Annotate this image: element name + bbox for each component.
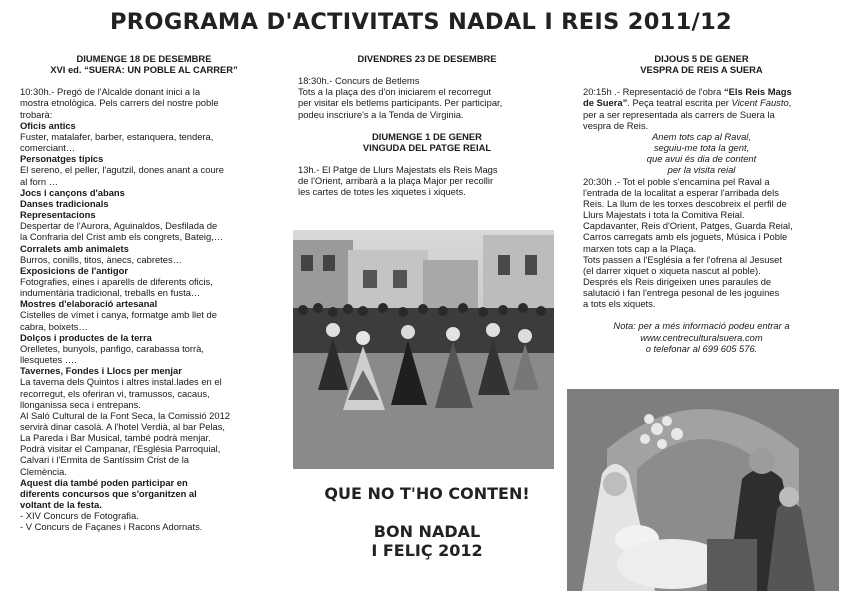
text-line: cabra, boixets… <box>20 320 88 332</box>
photo-nativity-scene <box>567 389 839 591</box>
note-line: www.centreculturalsuera.com <box>640 331 763 343</box>
text-line: podeu inscriure's a la Tenda de Virginia. <box>298 108 464 120</box>
text-line: La taverna dels Quintos i altres instal.lades en el <box>20 376 222 388</box>
slogan: QUE NO T'HO CONTEN! <box>324 484 530 503</box>
greeting-line-2: I FELIÇ 2012 <box>371 541 483 560</box>
text-line: comerciant… <box>20 142 76 154</box>
column-january-5 <box>583 53 820 354</box>
text-line: per a ser representada als carrers de Suera la <box>583 108 775 120</box>
verse-line: seguiu-me tota la gent, <box>653 142 750 154</box>
verse <box>583 131 820 176</box>
text-line: 10:30h.- Pregó de l'Alcalde donant inici a la <box>20 86 201 98</box>
text-line: Representacions <box>20 209 96 221</box>
heading-patge-reial: VINGUDA DEL PATGE REIAL <box>362 141 492 153</box>
text-line: indumentària tradicional, treballs en fusta… <box>20 287 201 299</box>
text-line: Mostres d'elaboració artesanal <box>20 298 158 310</box>
text-line: Fuster, matalafer, barber, estanquera, tendera, <box>20 130 214 142</box>
text-line: voltant de la festa. <box>20 499 102 511</box>
text-line: trobarà: <box>20 108 53 120</box>
photo-dancers-street <box>293 230 554 469</box>
nativity-photo-image <box>567 389 839 591</box>
text-line: Burros, conills, titos, ànecs, cabretes… <box>20 253 183 265</box>
column-middle <box>298 53 556 198</box>
play-title-part1: “Els Reis Mags <box>723 86 792 98</box>
text-line: salutació i fan l'entrega pesonal de les joguines <box>583 287 780 299</box>
text-line: vespra de Reis. <box>583 119 649 131</box>
text-line: Al Saló Cultural de la Font Seca, la Comissió 2012 <box>20 409 231 421</box>
representacio-line-2 <box>583 97 820 108</box>
text-line: la Confraria del Crist amb els congrets, Bateig,… <box>20 231 224 243</box>
text-line: Personatges típics <box>20 153 104 165</box>
text-line: 18:30h.- Concurs de Betlems <box>298 75 420 87</box>
text-line: Oficis antics <box>20 119 76 131</box>
text-line: (el darrer xiquet o xiqueta nascut al poble). <box>583 264 761 276</box>
note-line: o telefonar al 699 605 576. <box>645 342 758 354</box>
page-title: PROGRAMA D'ACTIVITATS NADAL I REIS 2011/12 <box>109 9 732 35</box>
text-line: a tots els xiquets. <box>583 298 656 310</box>
patge-paragraph <box>298 164 556 197</box>
verse-line: Anem tots cap al Raval, <box>651 130 751 142</box>
text-line: Clemència. <box>20 465 67 477</box>
text-line: 13h.- El Patge de Llurs Majestats els Reis Mags <box>298 164 498 176</box>
text-line: Capdavanter, Reis d'Orient, Patges, Guarda Reial, <box>583 220 793 232</box>
author-name: Vicent Fausto <box>731 97 789 109</box>
note-line: Nota: per a més informació podeu entrar a <box>613 320 790 332</box>
text-line: Tots a la plaça des d'on iniciarem el recorregut <box>298 86 492 98</box>
text-line: Reis. La llum de les torxes descobreix el perfil de <box>583 197 787 209</box>
text-line: de l'Orient, arribarà a la plaça Major per recollir <box>298 175 494 187</box>
text-line: Orelletes, bunyols, panfigo, carabassa torrà, <box>20 342 204 354</box>
text-line: diferents concursos que s'organitzen al <box>20 487 197 499</box>
text-line: Jocs i cançons d'abans <box>20 186 125 198</box>
author-comma: , <box>788 97 792 109</box>
text-line: Danses tradicionals <box>20 197 109 209</box>
text-line: La Pareda i Bar Musical, també podrà menjar. <box>20 432 211 444</box>
text-line: l'entrada de la localitat a esperar l'arribada dels <box>583 186 779 198</box>
play-text: . Peça teatral escrita per <box>627 97 732 109</box>
text-line: Despertar de l'Aurora, Aguinaldos, Desfilada de <box>20 220 218 232</box>
text-line: per visitar els betlems participants. Per participar, <box>298 97 503 109</box>
text-line: Carros carregats amb els joguets, Música i Poble <box>583 231 788 243</box>
text-line: Corralets amb animalets <box>20 242 129 254</box>
greeting-line-1: BON NADAL <box>373 522 481 541</box>
text-line: Llurs Majestats i tota la Comitiva Reial. <box>583 209 745 221</box>
heading-event: XVI ed. “SUERA: UN POBLE AL CARRER” <box>50 64 238 76</box>
betlems-paragraph <box>298 75 556 120</box>
text-line: al forn … <box>20 175 59 187</box>
heading-date: DIUMENGE 18 DE DESEMBRE <box>76 53 212 64</box>
text-line: Tavernes, Fondes i Llocs per menjar <box>20 365 182 377</box>
comitiva-paragraph <box>583 176 820 310</box>
text-line: marxen tots cap a la Plaça. <box>583 242 697 254</box>
text-line: 20:30h .- Tot el poble s'encamina pel Raval a <box>583 175 770 187</box>
text-line: Podrà visitar el Campanar, l'Església Parroquial, <box>20 443 221 455</box>
play-title-part2: de Suera” <box>583 97 628 109</box>
text-line: Exposicions de l'antigor <box>20 264 128 276</box>
text-line: El sereno, el peller, l'agutzil, dones anant a coure <box>20 164 225 176</box>
text-line: llesquetes …. <box>20 354 77 366</box>
text-line: Aquest dia també poden participar en <box>20 476 188 488</box>
heading-january-1: DIUMENGE 1 DE GENER <box>372 130 482 142</box>
text-line: recorregut, els oferiran vi, tramussos, cacaus, <box>20 387 210 399</box>
text-line: Dolços i productes de la terra <box>20 331 152 343</box>
activities-list <box>20 86 268 532</box>
text-line: - XIV Concurs de Fotografia. <box>20 510 139 522</box>
text-line: Calvari i l'Ermita de Santíssim Crist de la <box>20 454 190 466</box>
heading-december-23: DIVENDRES 23 DE DESEMBRE <box>357 53 497 64</box>
heading-vespra-reis: VESPRA DE REIS A SUERA <box>640 64 763 76</box>
info-note <box>583 320 820 353</box>
text-line: les cartes de totes les xiquetes i xiquets. <box>298 186 466 198</box>
dancers-photo-image <box>293 230 554 469</box>
representacio-text: 20:15h .- Representació de l'obra <box>583 86 724 98</box>
text-line: Fotografies, eines i aparells de diferents oficis, <box>20 275 213 287</box>
text-line: - V Concurs de Façanes i Racons Adornats. <box>20 521 203 533</box>
verse-line: per la visita reial <box>667 164 736 176</box>
text-line: mostra etnològica. Pels carrers del nostre poble <box>20 97 219 109</box>
column-december-18 <box>20 53 268 533</box>
representacio-line <box>583 86 820 97</box>
text-line: Tots passen a l'Església a fer l'ofrena al Jesuset <box>583 253 782 265</box>
text-line: Després els Reis dirigeixen unes paraules de <box>583 275 772 287</box>
text-line: llonganissa seca i entrepans. <box>20 398 141 410</box>
verse-line: que avui és dia de content <box>646 153 757 165</box>
heading-january-5: DIJOUS 5 DE GENER <box>654 53 749 64</box>
text-line: Cistelles de vímet i canya, formatge amb llet de <box>20 309 217 321</box>
representacio-rest <box>583 109 820 131</box>
text-line: servirà dinar casolà. A l'hotel Verdià, al bar Pelas, <box>20 421 226 432</box>
